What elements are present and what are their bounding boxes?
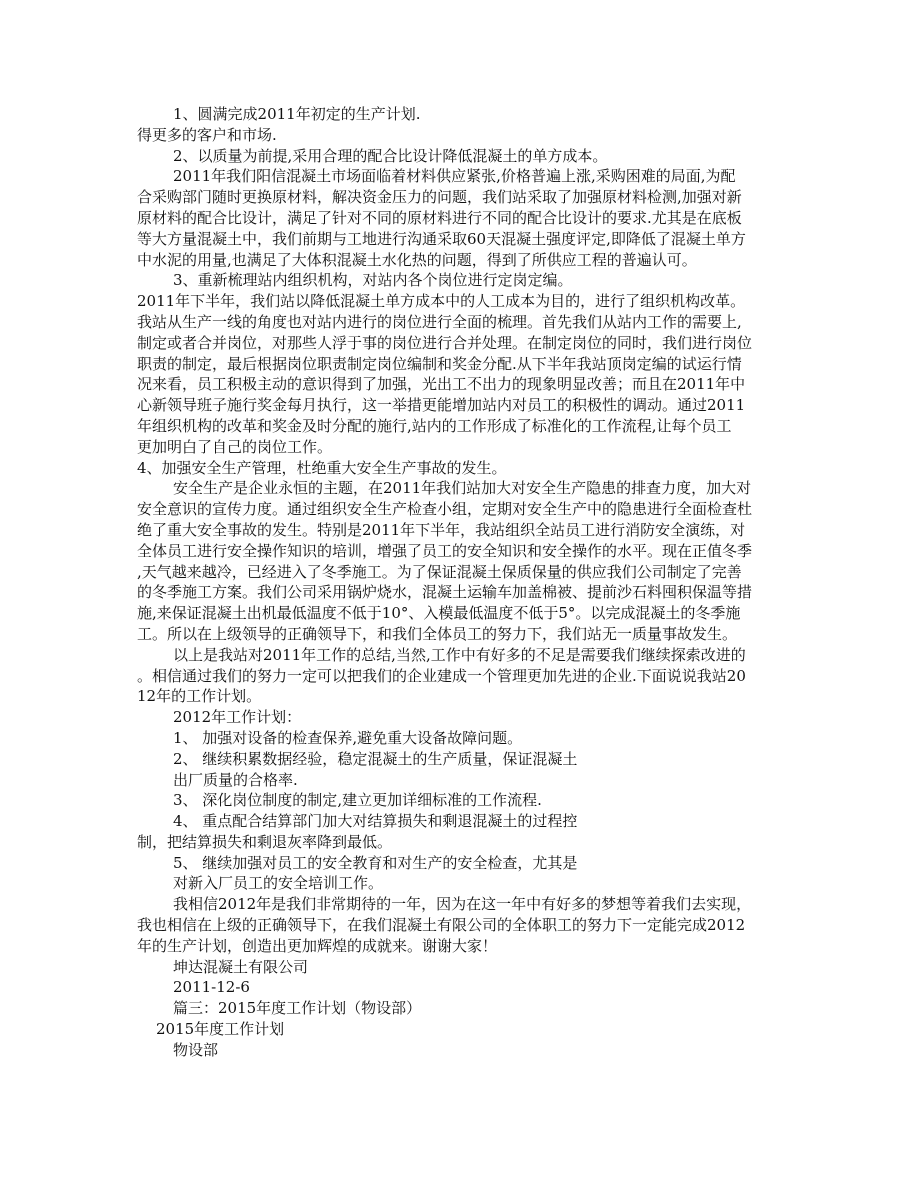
text-line: 5、 继续加强对员工的安全教育和对生产的安全检查，尤其是 [173, 853, 578, 872]
text-line: 出厂质量的合格率. [173, 770, 298, 789]
text-line: 原材料的配合比设计，满足了针对不同的原材料进行不同的配合比设计的要求.尤其是在底板 [137, 208, 742, 227]
text-line: 况来看，员工积极主动的意识得到了加强，光出工不出力的现象明显改善；而且在2011年中 [137, 375, 746, 394]
text-line: 全体员工进行安全操作知识的培训，增强了员工的安全知识和安全操作的水平。现在正值冬季 [137, 541, 753, 560]
text-line: 合采购部门随时更换原材料，解决资金压力的问题，我们站采取了加强原材料检测,加强对新 [137, 188, 742, 207]
text-line: 中水泥的用量,也满足了大体积混凝土水化热的问题，得到了所供应工程的普遍认可。 [137, 250, 697, 269]
text-line: 年的生产计划，创造出更加辉煌的成就来。谢谢大家！ [137, 936, 498, 955]
text-line: 等大方量混凝土中，我们前期与工地进行沟通采取60天混凝土强度评定,即降低了混凝土单方 [137, 229, 746, 248]
text-line: 心新领导班子施行奖金每月执行，这一举措更能增加站内对员工的积极性的调动。通过2011 [137, 396, 746, 415]
text-line: 1、圆满完成2011年初定的生产计划. [173, 105, 421, 123]
text-line: 坤达混凝土有限公司 [173, 957, 309, 976]
text-line: 对新入厂员工的安全培训工作。 [173, 874, 384, 893]
text-line: 更加明白了自己的岗位工作。 [137, 437, 333, 456]
text-line: 2、以质量为前提,采用合理的配合比设计降低混凝土的单方成本。 [173, 146, 608, 165]
text-line: 得更多的客户和市场. [137, 125, 277, 144]
text-line: 制定或者合并岗位，对那些人浮于事的岗位进行合并处理。在制定岗位的同时，我们进行岗位 [137, 333, 753, 352]
text-line: 1、 加强对设备的检查保养,避免重大设备故障问题。 [173, 728, 523, 747]
text-line: 工。所以在上级领导的正确领导下，和我们全体员工的努力下，我们站无一质量事故发生。 [137, 624, 738, 643]
text-line: ,天气越来越冷，已经进入了冬季施工。为了保证混凝土保质保量的供应我们公司制定了完善 [137, 562, 742, 581]
text-line: 4、加强安全生产管理，杜绝重大安全生产事故的发生。 [137, 458, 507, 477]
text-line: 制，把结算损失和剩退灰率降到最低。 [137, 832, 393, 851]
text-line: 我站从生产一线的角度也对站内进行的岗位进行全面的梳理。首先我们从站内工作的需要上, [137, 312, 742, 331]
text-line: 2012年工作计划： [173, 708, 302, 727]
text-line: 3、 深化岗位制度的制定,建立更加详细标准的工作流程. [173, 791, 542, 810]
text-line: 。相信通过我们的努力一定可以把我们的企业建成一个管理更加先进的企业.下面说说我站20 [137, 666, 746, 685]
text-line: 物设部 [173, 1040, 219, 1059]
text-line: 以上是我站对2011年工作的总结,当然,工作中有好多的不足是需要我们继续探索改进的 [173, 645, 746, 664]
text-line: 2011年我们阳信混凝土市场面临着材料供应紧张,价格普遍上涨,采购困难的局面,为配 [173, 167, 736, 186]
text-line: 的冬季施工方案。我们公司采用锅炉烧水，混凝土运输车加盖棉被、提前沙石料囤积保温等措 [137, 583, 753, 602]
text-line: 2015年度工作计划 [156, 1020, 285, 1039]
text-line: 12年的工作计划。 [137, 687, 262, 706]
text-line: 篇三：2015年度工作计划（物设部） [173, 999, 422, 1018]
text-line: 4、 重点配合结算部门加大对结算损失和剩退混凝土的过程控 [173, 812, 578, 831]
text-line: 我相信2012年是我们非常期待的一年，因为在这一年中有好多的梦想等着我们去实现， [173, 895, 752, 914]
text-line: 年组织机构的改革和奖金及时分配的施行,站内的工作形成了标准化的工作流程,让每个员工 [137, 416, 732, 435]
text-line: 施,来保证混凝土出机最低温度不低于10°、入模最低温度不低于5°。以完成混凝土的冬季施 [137, 604, 741, 623]
text-line: 2011-12-6 [173, 978, 250, 997]
text-line: 2、 继续积累数据经验，稳定混凝土的生产质量，保证混凝土 [173, 749, 578, 768]
text-line: 职责的制定，最后根据岗位职责制定岗位编制和奖金分配.从下半年我站顶岗定编的试运行情 [137, 354, 742, 373]
text-line: 我也相信在上级的正确领导下，在我们混凝土有限公司的全体职工的努力下一定能完成2012 [137, 916, 746, 935]
text-line: 安全生产是企业永恒的主题，在2011年我们站加大对安全生产隐患的排查力度，加大对 [173, 479, 752, 498]
document-body [137, 104, 782, 1061]
text-line: 2011年下半年，我们站以降低混凝土单方成本中的人工成本为目的，进行了组织机构改革。 [137, 292, 746, 311]
text-line: 3、重新梳理站内组织机构，对站内各个岗位进行定岗定编。 [173, 271, 573, 290]
text-line: 绝了重大安全事故的发生。特别是2011年下半年，我站组织全站员工进行消防安全演练，对 [137, 520, 746, 539]
text-line: 安全意识的宣传力度。通过组织安全生产检查小组，定期对安全生产中的隐患进行全面检查杜 [137, 500, 753, 519]
